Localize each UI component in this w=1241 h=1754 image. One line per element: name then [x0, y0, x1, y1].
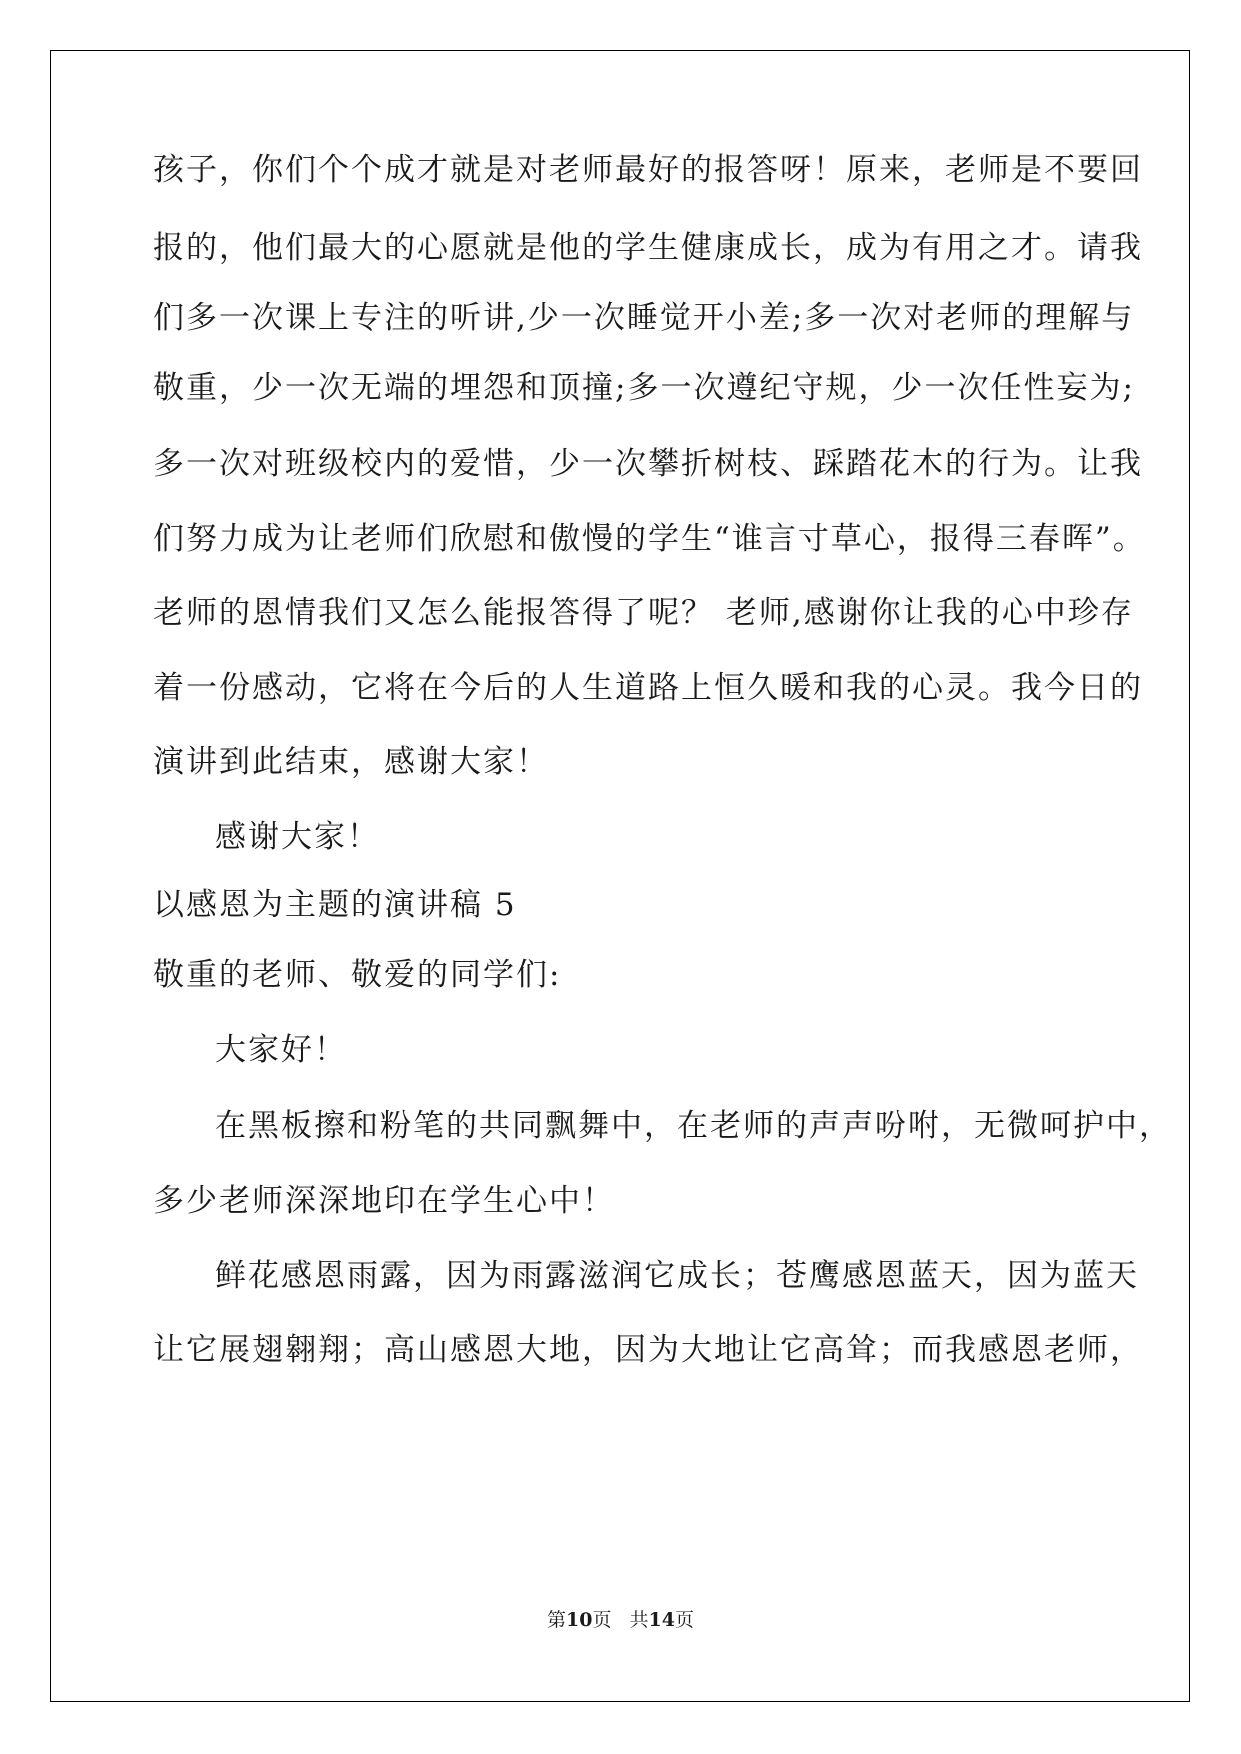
- greeting-line: 大家好！: [215, 1032, 347, 1068]
- paragraph-line: 多一次对班级校内的爱惜，少一次攀折树枝、踩踏花木的行为。让我: [153, 446, 1143, 482]
- paragraph-line: 让它展翅翱翔；高山感恩大地，因为大地让它高耸；而我感恩老师，: [153, 1332, 1143, 1368]
- footer-total-prefix: 共: [629, 1609, 649, 1631]
- paragraph-line: 老师的恩情我们又怎么能报答得了呢？ 老师,感谢你让我的心中珍存: [153, 595, 1134, 631]
- total-page-number: 14: [648, 1609, 675, 1631]
- paragraph-line: 鲜花感恩雨露，因为雨露滋润它成长；苍鹰感恩蓝天，因为蓝天: [215, 1258, 1139, 1294]
- paragraph-line: 着一份感动，它将在今后的人生道路上恒久暖和我的心灵。我今日的: [153, 670, 1143, 706]
- paragraph-line: 多少老师深深地印在学生心中！: [153, 1183, 615, 1219]
- paragraph-line: 孩子，你们个个成才就是对老师最好的报答呀！原来，老师是不要回: [153, 152, 1143, 188]
- paragraph-line: 敬重，少一次无端的埋怨和顶撞;多一次遵纪守规，少一次任性妄为;: [153, 370, 1135, 406]
- footer-total-suffix: 页: [674, 1609, 694, 1631]
- footer-page-word: 页: [592, 1609, 612, 1631]
- salutation-line: 敬重的老师、敬爱的同学们:: [153, 957, 562, 993]
- section-title: 以感恩为主题的演讲稿 5: [153, 887, 517, 923]
- closing-line: 感谢大家！: [215, 819, 380, 855]
- paragraph-line: 们努力成为让老师们欣慰和傲慢的学生“谁言寸草心，报得三春晖”。: [153, 521, 1146, 557]
- footer-prefix: 第: [547, 1609, 567, 1631]
- paragraph-line: 演讲到此结束，感谢大家！: [153, 744, 549, 780]
- paragraph-line: 报的，他们最大的心愿就是他的学生健康成长，成为有用之才。请我: [153, 230, 1143, 266]
- current-page-number: 10: [566, 1609, 593, 1631]
- page-footer: [0, 1608, 1241, 1632]
- paragraph-line: 们多一次课上专注的听讲,少一次睡觉开小差;多一次对老师的理解与: [153, 300, 1135, 336]
- paragraph-line: 在黑板擦和粉笔的共同飘舞中，在老师的声声吩咐，无微呵护中，: [215, 1108, 1172, 1144]
